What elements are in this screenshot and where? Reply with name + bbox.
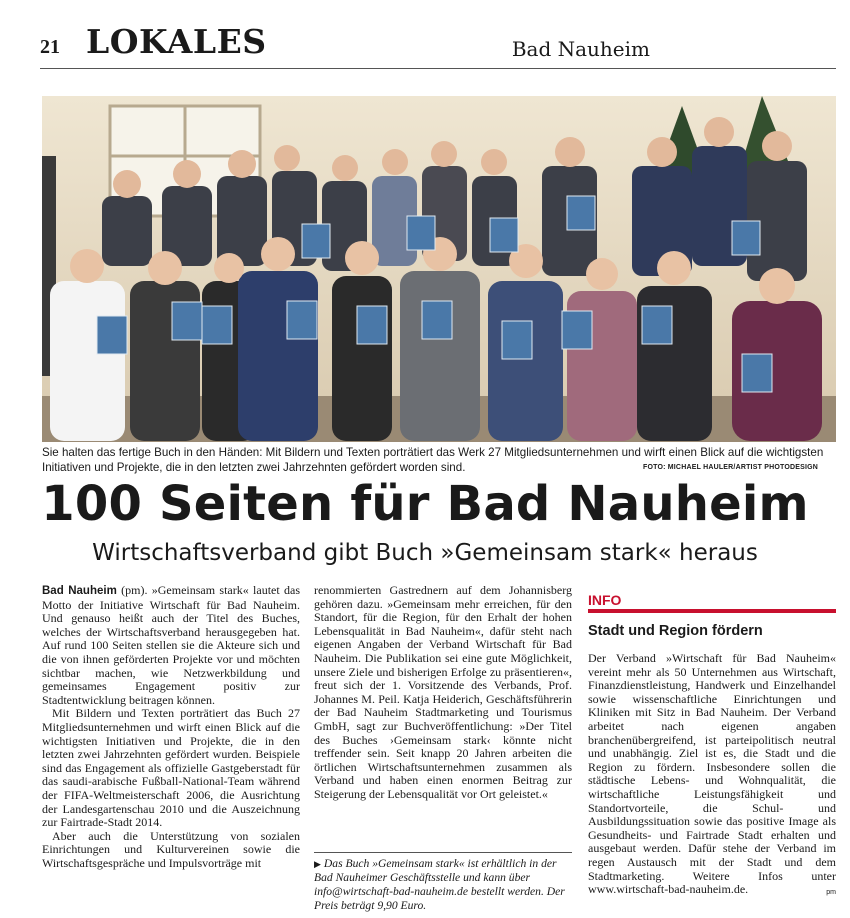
article-paragraph xyxy=(42,584,300,707)
article-paragraph: Aber auch die Unterstützung von sozialen Einrichtungen und Kulturvereinen sowie die Wirtschaftsgespräche und Impulsvorträge mit xyxy=(42,828,300,870)
article-paragraph: renommierten Gastrednern auf dem Johannisberg gehören dazu. »Gemeinsam mehr erreichen, für den Standort, für die Region, für den Erhalt der hohen Lebensqualität in Bad Nauheim«, dafür steht nach eigenen Angaben der Verband Wirtschaft für Bad Nauheim. Die Publikation sei eine gute Möglichkeit, unsere Ziele und bisherigen Erfolge zu präsentieren«, freut sich der 1. Vorsitzende des Verbands, Prof. Johannes M. Peil. Katja Heiderich, Geschäftsführerin der Bad Nauheim Stadtmarketing und Tourismus GmbH, sagt zur Buchveröffentlichung: »Der Titel des Buches ›Gemeinsam stark‹ könnte nicht treffender sein. Seit knapp 20 Jahren arbeiten die örtlichen Wirtschaftsunternehmen zusammen als Verband und haben einen enormen Beitrag zur Steigerung der Lebensqualität vor Ort geleistet.« xyxy=(314,583,572,801)
group-photo-illustration xyxy=(42,96,836,442)
page-number: 21 xyxy=(40,36,60,58)
photo-caption xyxy=(42,445,836,475)
dateline: Bad Nauheim xyxy=(42,585,117,597)
info-text: Der Verband »Wirtschaft für Bad Nauheim« vereint mehr als 50 Unternehmen aus Wirtschaft, Finanzdienstleistung, Handwerk und Einzelhandel sowie wissenschaftliche Einrichtungen und Kliniken mit Sitz in Bad Nauheim. Der Verband arbeitet nach eigenen angaben branchenübergreifend, ist parteipolitisch neutral und unabhängig. Ziel ist es, die Stadt und die Region zu fördern. Insbesondere sollen die städtische Lebens- und Wohnqualität, die wirtschaftliche Leistungsfähigkeit und Standortvorteile, die Schul- und Ausbildungssituation sowie das positive Image als Gesundheits- und Fairtrade Stadt erhalten und ausgebaut werden. Dafür stehe der Verband im regen Austausch mit der Stadt und dem Stadtmarketing. Weitere Infos unter www.wirtschaft-bad-nauheim.de. xyxy=(588,651,836,897)
group-photo xyxy=(42,96,836,442)
order-note-text: Das Buch »Gemeinsam stark« ist erhältlich in der Bad Nauheimer Geschäftsstelle und kann über info@wirtschaft-bad-nauheim.de bestellt werden. Der Preis beträgt 9,90 Euro. xyxy=(314,857,565,912)
article-column-1 xyxy=(42,584,300,870)
triangle-marker-icon: ▶ xyxy=(314,859,321,869)
caption-text: Sie halten das fertige Buch in den Händen: Mit Bildern und Texten porträtiert das Werk 27 Mitgliedsunternehmen und wirft einen Blick auf die wichtigsten Initiativen und Projekte, die in den letzten zwei Jahrzehnten gefördert worden sind. xyxy=(42,446,824,474)
article-column-2 xyxy=(314,584,572,802)
article-subheadline: Wirtschaftsverband gibt Buch »Gemeinsam stark« heraus xyxy=(92,540,758,566)
info-divider xyxy=(588,609,836,613)
author-sign: pm xyxy=(826,889,836,897)
photo-credit: FOTO: MICHAEL HAULER/ARTIST PHOTODESIGN xyxy=(642,464,818,471)
info-title: Stadt und Region fördern xyxy=(588,623,763,639)
page-header xyxy=(40,22,836,69)
info-box xyxy=(588,592,836,639)
order-note xyxy=(314,852,572,913)
article-paragraph: Mit Bildern und Texten porträtiert das Buch 27 Mitgliedsunternehmen und wirft einen Blick auf die wichtigsten Initiativen und Projekte, die in den letzten zwei Jahrzehnten gefördert wurden. Beispiele sind das Engagement als offizielle Gastgeberstadt für das saudi-arabische Fußball-National-Team während der FIFA-Weltmeisterschaft 2006, die Ausrichtung der Landesgartenschau 2010 und die Auszeichnung zur Fairtrade-Stadt 2014. xyxy=(42,706,300,830)
location-label: Bad Nauheim xyxy=(511,37,650,61)
paragraph-text: (pm). »Gemeinsam stark« lautet das Motto der Initiative Wirtschaft für Bad Nauheim. Und genauso heißt auch der Titel des Buches, welches der Wirtschaftsverband herausgegeben hat. Auf rund 100 Seiten stellen sie die Akteure sich und die von ihnen geförderten Projekte vor und möchten sichtbar machen, wie Netzwerkbildung und gemeinsames Engagement positiv zur Stadtentwicklung beitragen können. xyxy=(42,583,300,707)
info-text-block xyxy=(588,652,836,900)
info-label: INFO xyxy=(588,592,622,608)
article-headline: 100 Seiten für Bad Nauheim xyxy=(41,476,809,532)
section-title: LOKALES xyxy=(86,22,267,61)
